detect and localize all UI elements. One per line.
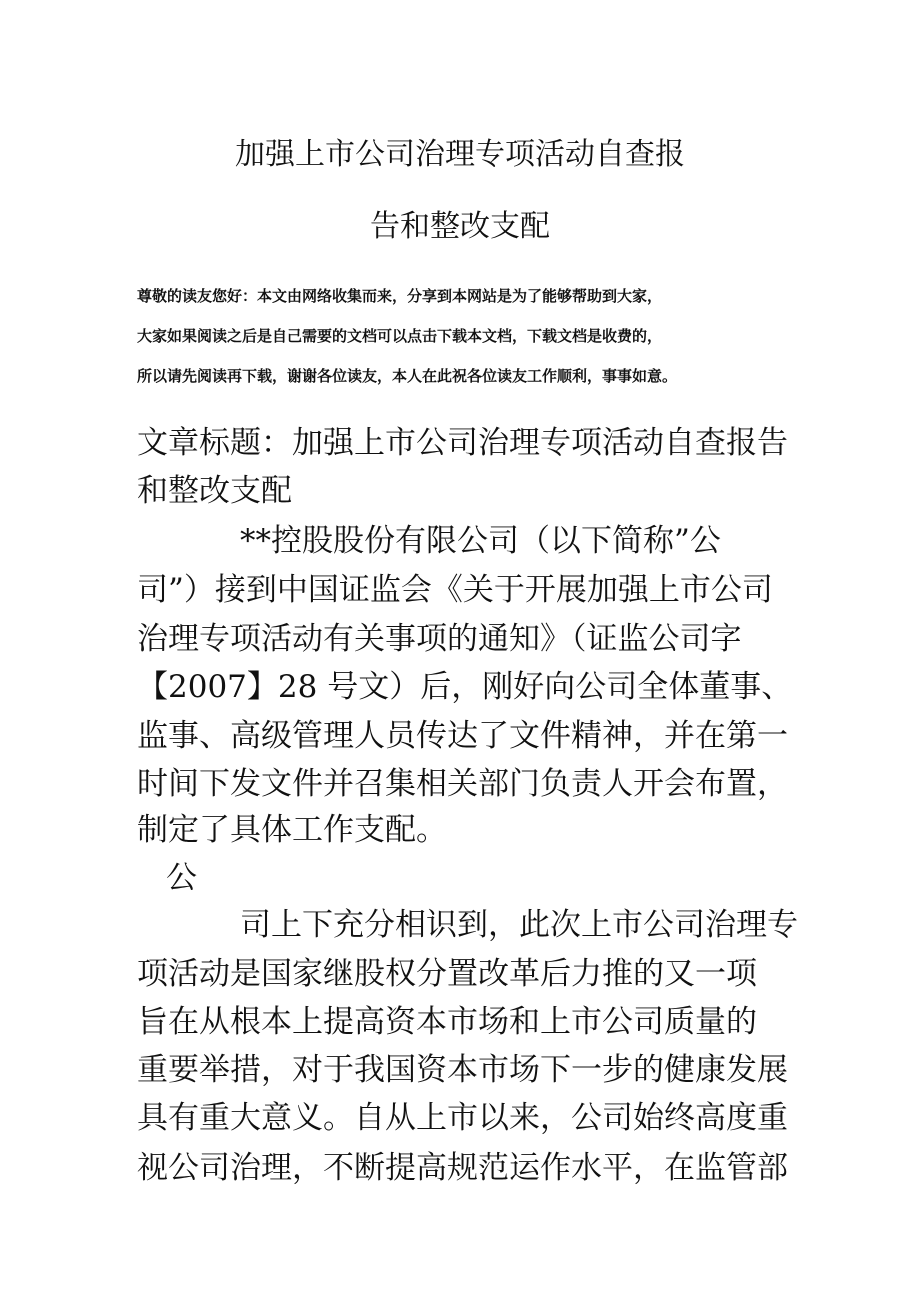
body-paragraph-line: **控股股份有限公司（以下简称”公: [240, 523, 721, 559]
document-title-line-2: 告和整改支配: [370, 209, 550, 244]
document-title-line-1: 加强上市公司治理专项活动自查报: [235, 137, 685, 172]
body-paragraph-line: 旨在从根本上提高资本市场和上市公司质量的: [137, 1004, 757, 1040]
body-paragraph-line: 司”）接到中国证监会《关于开展加强上市公司: [137, 572, 773, 608]
body-paragraph-line: 重要举措，对于我国资本市场下一步的健康发展: [137, 1052, 788, 1088]
body-paragraph-line: 视公司治理，不断提高规范运作水平，在监管部: [137, 1150, 788, 1186]
body-paragraph-line: 【2007】28 号文）后，刚好向公司全体董事、: [137, 669, 793, 705]
body-paragraph-line: 制定了具体工作支配。: [137, 812, 447, 848]
body-paragraph-line: 项活动是国家继股权分置改革后力推的又一项: [137, 956, 757, 992]
reader-notice-line-3: 所以请先阅读再下载，谢谢各位读友，本人在此祝各位读友工作顺利，事事如意。: [137, 367, 678, 385]
body-paragraph-line: 具有重大意义。自从上市以来，公司始终高度重: [137, 1100, 788, 1136]
body-paragraph-line: 司上下充分相识到，此次上市公司治理专: [240, 907, 798, 943]
body-paragraph-line: 公: [166, 860, 197, 896]
body-paragraph-line: 时间下发文件并召集相关部门负责人开会布置，: [137, 766, 788, 802]
reader-notice-line-1: 尊敬的读友您好：本文由网络收集而来，分享到本网站是为了能够帮助到大家，: [137, 287, 663, 305]
article-title-line-1: 文章标题：加强上市公司治理专项活动自查报告: [137, 425, 788, 461]
body-paragraph-line: 治理专项活动有关事项的通知》（证监公司字: [137, 621, 742, 657]
reader-notice-line-2: 大家如果阅读之后是自己需要的文档可以点击下载本文档，下载文档是收费的，: [137, 327, 663, 345]
body-paragraph-line: 监事、高级管理人员传达了文件精神，并在第一: [137, 718, 788, 754]
article-title-line-2: 和整改支配: [137, 473, 292, 509]
